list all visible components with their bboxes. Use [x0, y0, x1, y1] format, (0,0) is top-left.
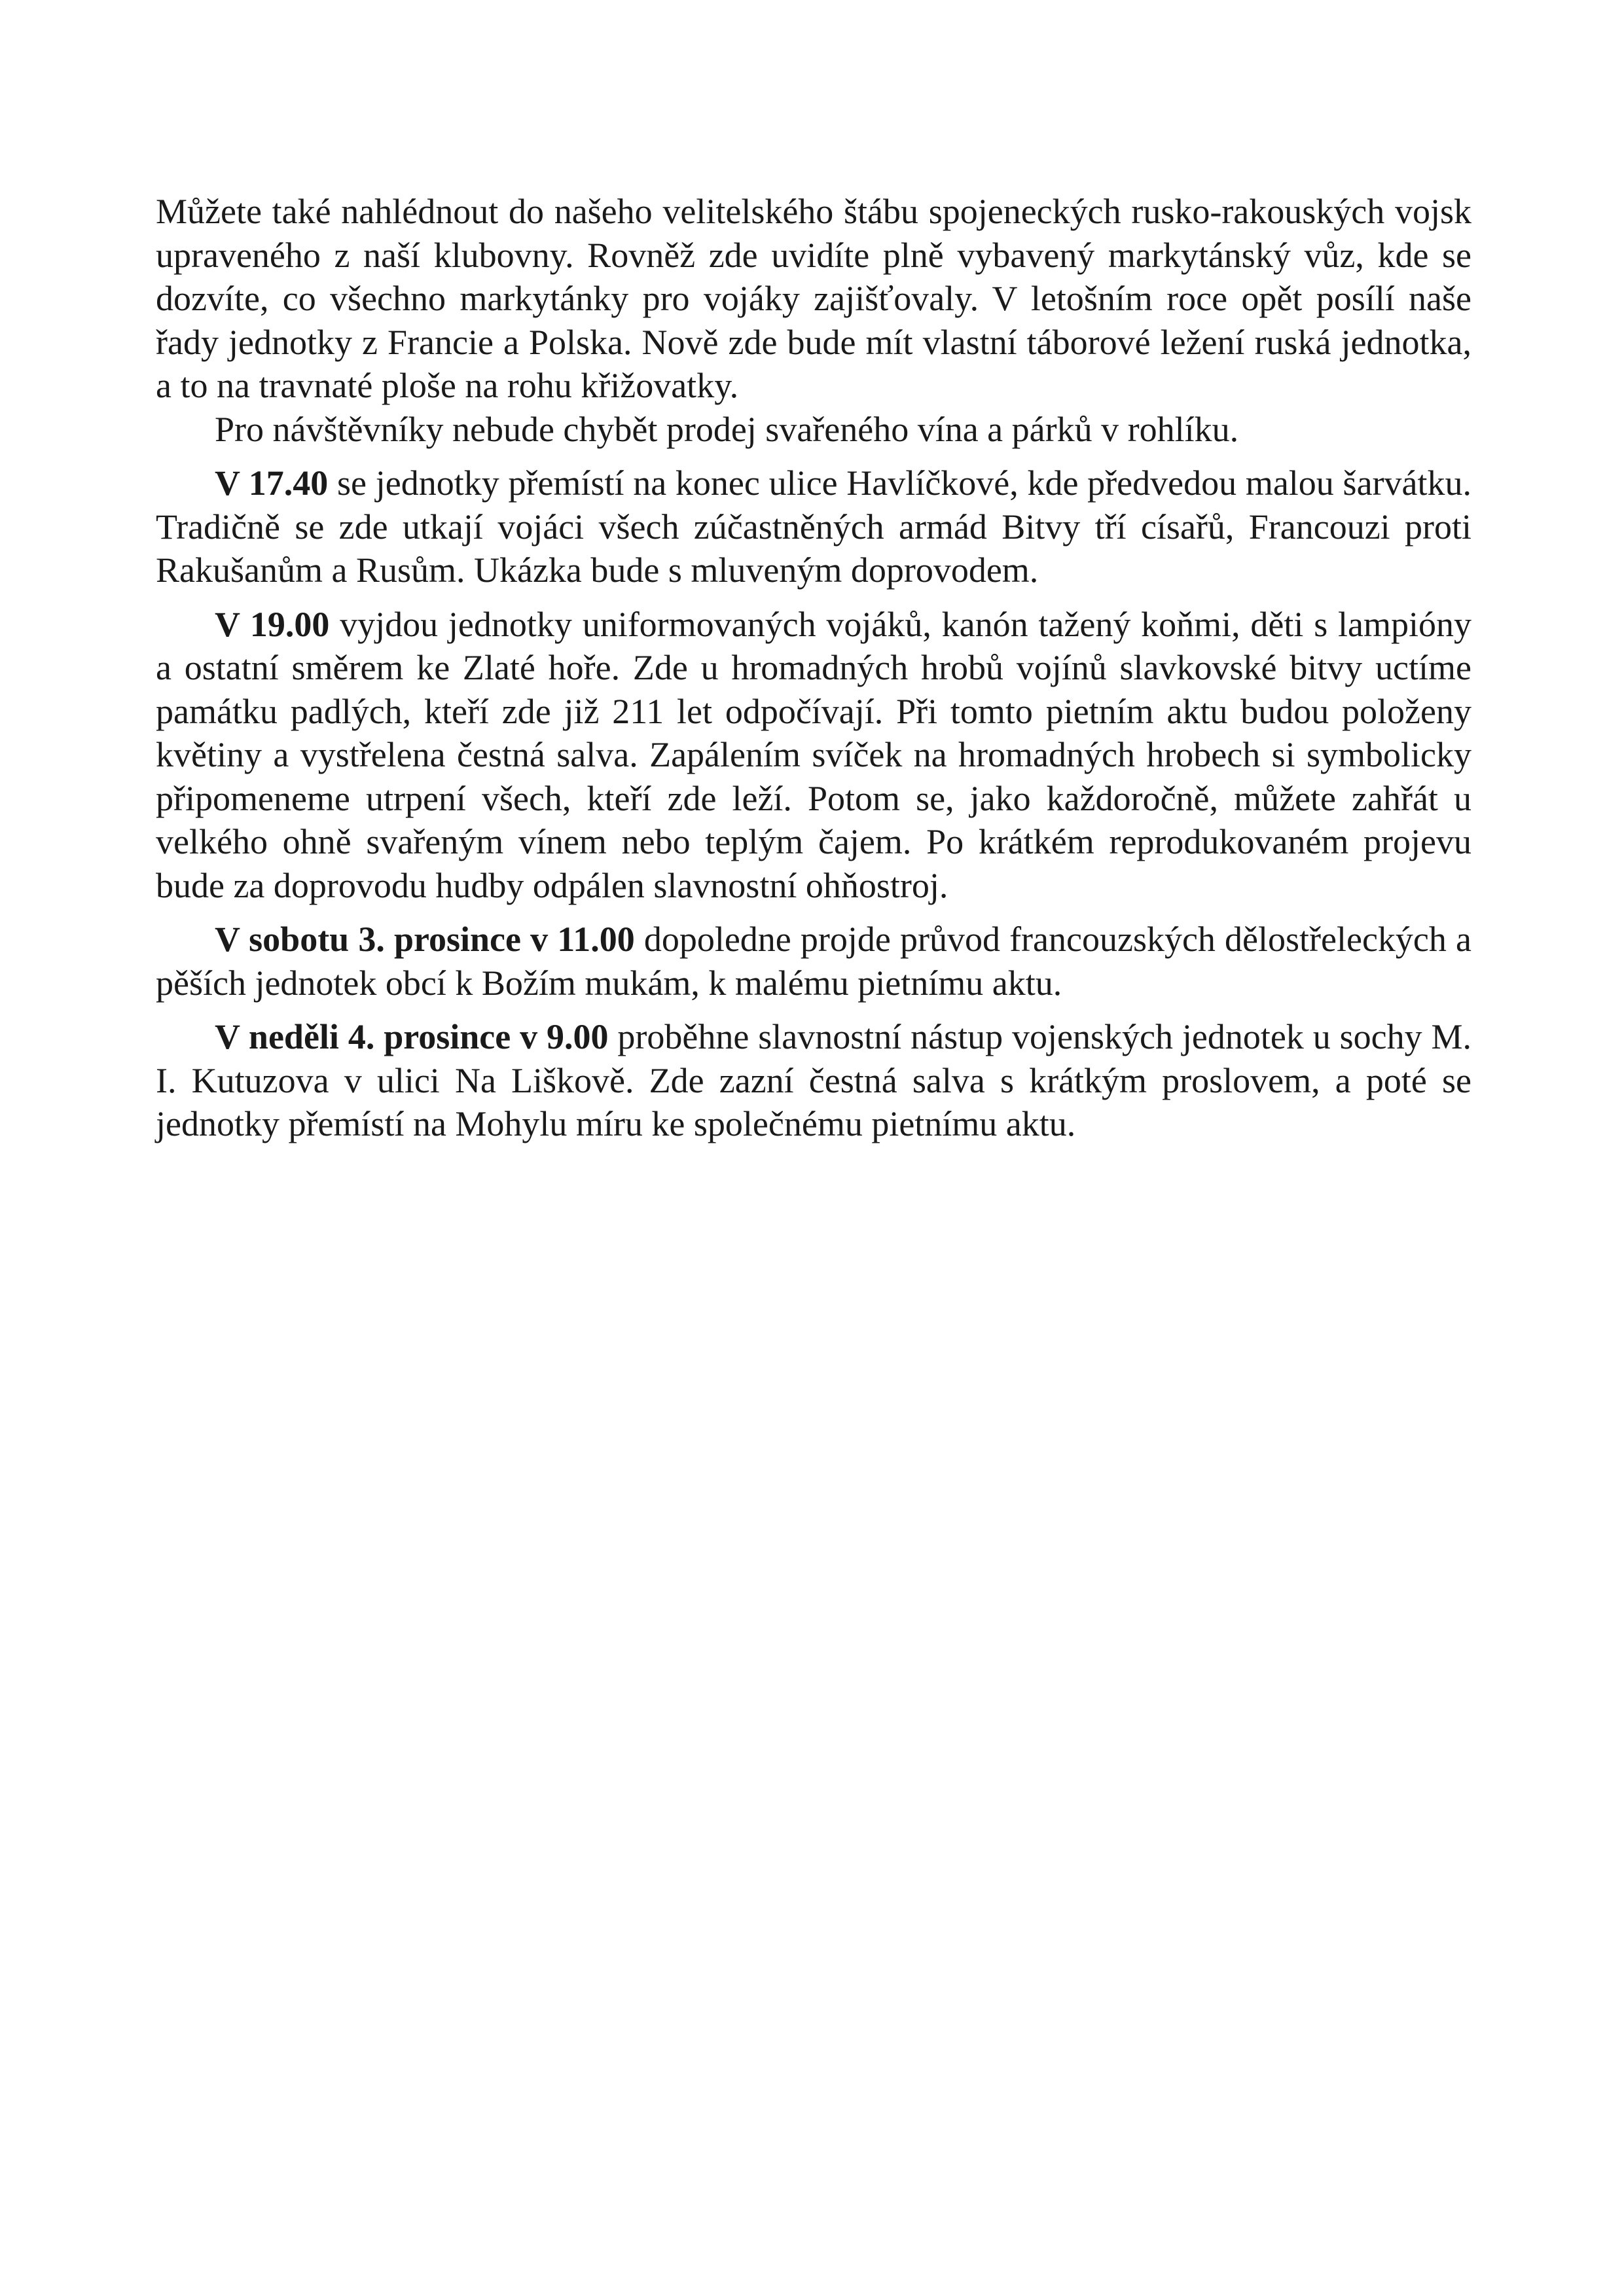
paragraph-time-lead: V neděli 4. prosince v 9.00	[215, 1017, 609, 1056]
paragraph-text: vyjdou jednotky uniformovaných vojáků, kanón tažený koňmi, děti s lampióny a ostatní směrem ke Zlaté hoře. Zde u hromadných hrobů vojínů slavkovské bitvy uctíme památku padlých, kteří zde již 211 let odpočívají. Při tomto pietním aktu budou položeny květiny a vystřelena čestná salva. Zapálením svíček na hromadných hrobech si symbolicky připomeneme utrpení všech, kteří zde leží. Potom se, jako každoročně, můžete zahřát u velkého ohně svařeným vínem nebo teplým čajem. Po krátkém reprodukovaném projevu bude za doprovodu hudby odpálen slavnostní ohňostroj.	[156, 604, 1471, 905]
paragraph-time-lead: V sobotu 3. prosince v 11.00	[215, 920, 635, 959]
paragraph-skirmish	[156, 461, 1471, 592]
document-body	[156, 190, 1471, 1146]
paragraph-text: Pro návštěvníky nebude chybět prodej svařeného vína a párků v rohlíku.	[215, 409, 1239, 449]
paragraph-time-lead: V 17.40	[215, 463, 329, 503]
paragraph-text: proběhne slavnostní nástup vojenských jednotek u sochy M. I. Kutuzova v ulici Na Liškově. Zde zazní čestná salva s krátkým proslovem, a poté se jednotky přemístí na Mohylu míru ke společnému pietnímu aktu.	[156, 1017, 1471, 1143]
paragraph-sunday	[156, 1015, 1471, 1146]
paragraph-procession	[156, 603, 1471, 908]
paragraph-time-lead: V 19.00	[215, 604, 330, 644]
paragraph-refreshments	[156, 408, 1471, 452]
paragraph-text: dopoledne projde průvod francouzských dělostřeleckých a pěších jednotek obcí k Božím mukám, k malému pietnímu aktu.	[156, 920, 1471, 1003]
paragraph-saturday	[156, 918, 1471, 1005]
paragraph-text: se jednotky přemístí na konec ulice Havlíčkové, kde předvedou malou šarvátku. Tradičně se zde utkají vojáci všech zúčastněných armád Bitvy tří císařů, Francouzi proti Rakušanům a Rusům. Ukázka bude s mluveným doprovodem.	[156, 463, 1471, 590]
paragraph-intro	[156, 190, 1471, 408]
paragraph-text: Můžete také nahlédnout do našeho velitelského štábu spojeneckých rusko-rakouských vojsk upraveného z naší klubovny. Rovněž zde uvidíte plně vybavený markytánský vůz, kde se dozvíte, co všechno markytánky pro vojáky zajišťovaly. V letošním roce opět posílí naše řady jednotky z Francie a Polska. Nově zde bude mít vlastní táborové ležení ruská jednotka, a to na travnaté ploše na rohu křižovatky.	[156, 192, 1471, 405]
